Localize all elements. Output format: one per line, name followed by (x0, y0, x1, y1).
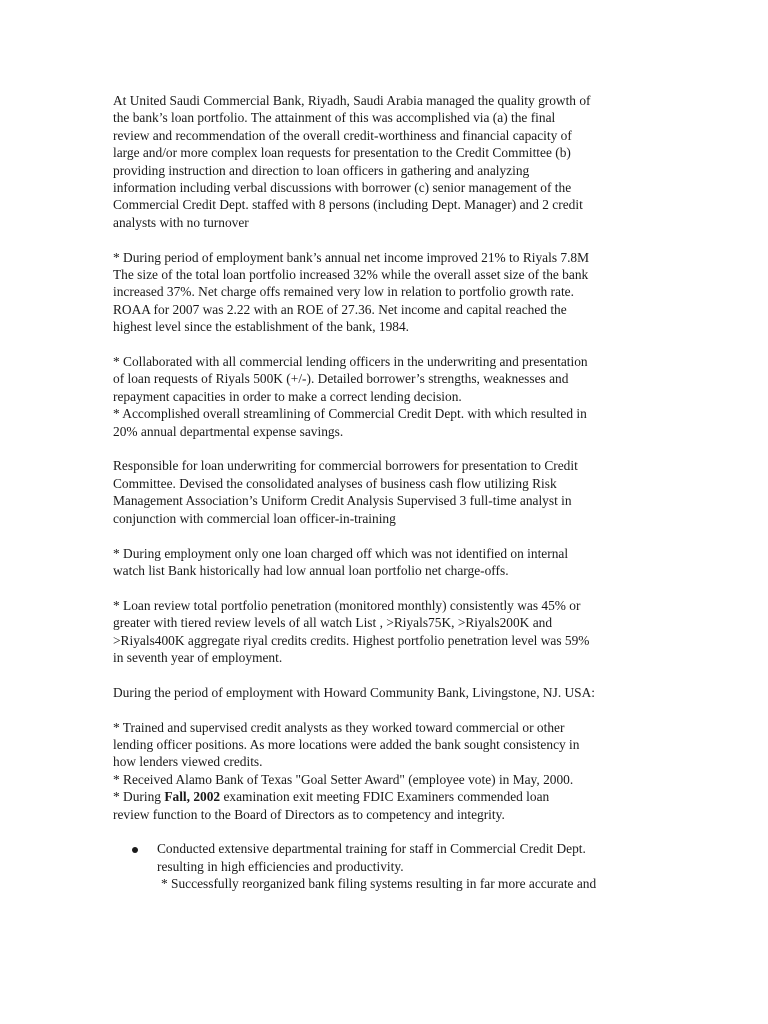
text-line: Management Association’s Uniform Credit Analysis Supervised 3 full-time analyst in (113, 493, 572, 509)
bullet-icon (132, 847, 138, 853)
paragraph-charge-off (113, 545, 658, 580)
text-line: * Trained and supervised credit analysts as they worked toward commercial or other (113, 719, 565, 735)
text-line (113, 788, 658, 805)
text-line: large and/or more complex loan requests for presentation to the Credit Committee (b) (113, 145, 571, 161)
text-line: providing instruction and direction to loan officers in gathering and analyzing (113, 162, 530, 178)
text-line: increased 37%. Net charge offs remained very low in relation to portfolio growth rate. (113, 284, 574, 300)
paragraph-loan-review (113, 597, 658, 667)
paragraph-collaboration (113, 353, 658, 440)
text-fragment: * During (113, 789, 165, 805)
bullet-text (157, 840, 658, 892)
document-body (113, 92, 658, 893)
text-line: Committee. Devised the consolidated analyses of business cash flow utilizing Risk (113, 475, 557, 491)
text-line: * During period of employment bank’s annual net income improved 21% to Riyals 7.8M (113, 249, 590, 265)
text-line: in seventh year of employment. (113, 649, 283, 665)
text-line: * Collaborated with all commercial lending officers in the underwriting and presentation (113, 354, 588, 370)
paragraph-usc-bank-summary (113, 92, 658, 231)
paragraph-trained-analysts (113, 719, 658, 789)
text-line: During the period of employment with Howard Community Bank, Livingstone, NJ. USA: (113, 684, 596, 700)
text-line: review and recommendation of the overall credit-worthiness and financial capacity of (113, 127, 572, 143)
text-line: watch list Bank historically had low annual loan portfolio net charge-offs. (113, 562, 509, 578)
text-line: greater with tiered review levels of all watch List , >Riyals75K, >Riyals200K and (113, 615, 553, 631)
text-line: Commercial Credit Dept. staffed with 8 persons (including Dept. Manager) and 2 credit (113, 197, 583, 213)
bullet-list-item (113, 840, 658, 892)
text-line: highest level since the establishment of the bank, 1984. (113, 319, 410, 335)
text-line: >Riyals400K aggregate riyal credits credits. Highest portfolio penetration level was 59% (113, 632, 590, 648)
paragraph-underwriting (113, 457, 658, 527)
text-line: * Loan review total portfolio penetration (monitored monthly) consistently was 45% or (113, 597, 581, 613)
text-line: lending officer positions. As more locations were added the bank sought consistency in (113, 736, 580, 752)
text-line: how lenders viewed credits. (113, 754, 263, 770)
text-fragment: examination exit meeting FDIC Examiners commended loan (220, 789, 550, 805)
text-line: the bank’s loan portfolio. The attainment of this was accomplished via (a) the final (113, 110, 556, 126)
text-line: conjunction with commercial loan officer-in-training (113, 510, 396, 526)
text-line: ROAA for 2007 was 2.22 with an ROE of 27.36. Net income and capital reached the (113, 301, 567, 317)
text-line: The size of the total loan portfolio increased 32% while the overall asset size of the bank (113, 267, 589, 283)
paragraph-fdic-exam (113, 788, 658, 823)
text-line: repayment capacities in order to make a correct lending decision. (113, 388, 462, 404)
text-line: 20% annual departmental expense savings. (113, 423, 344, 439)
text-line: * During employment only one loan charged off which was not identified on internal (113, 545, 569, 561)
text-line: At United Saudi Commercial Bank, Riyadh, Saudi Arabia managed the quality growth of (113, 93, 591, 108)
text-line: Responsible for loan underwriting for commercial borrowers for presentation to Credit (113, 458, 578, 474)
text-line: Conducted extensive departmental training for staff in Commercial Credit Dept. (157, 841, 586, 857)
text-line: resulting in high efficiencies and productivity. (157, 858, 404, 874)
text-line: * Successfully reorganized bank filing systems resulting in far more accurate and (161, 876, 597, 892)
text-line: of loan requests of Riyals 500K (+/-). Detailed borrower’s strengths, weaknesses and (113, 371, 569, 387)
paragraph-net-income (113, 249, 658, 336)
text-line: review function to the Board of Directors as to competency and integrity. (113, 806, 505, 822)
bold-date: Fall, 2002 (164, 789, 221, 805)
text-line: * Received Alamo Bank of Texas "Goal Setter Award" (employee vote) in May, 2000. (113, 771, 574, 787)
paragraph-howard-bank (113, 684, 658, 701)
text-line: information including verbal discussions with borrower (c) senior management of the (113, 180, 572, 196)
text-line: analysts with no turnover (113, 214, 249, 230)
text-line: * Accomplished overall streamlining of Commercial Credit Dept. with which resulted in (113, 406, 587, 422)
